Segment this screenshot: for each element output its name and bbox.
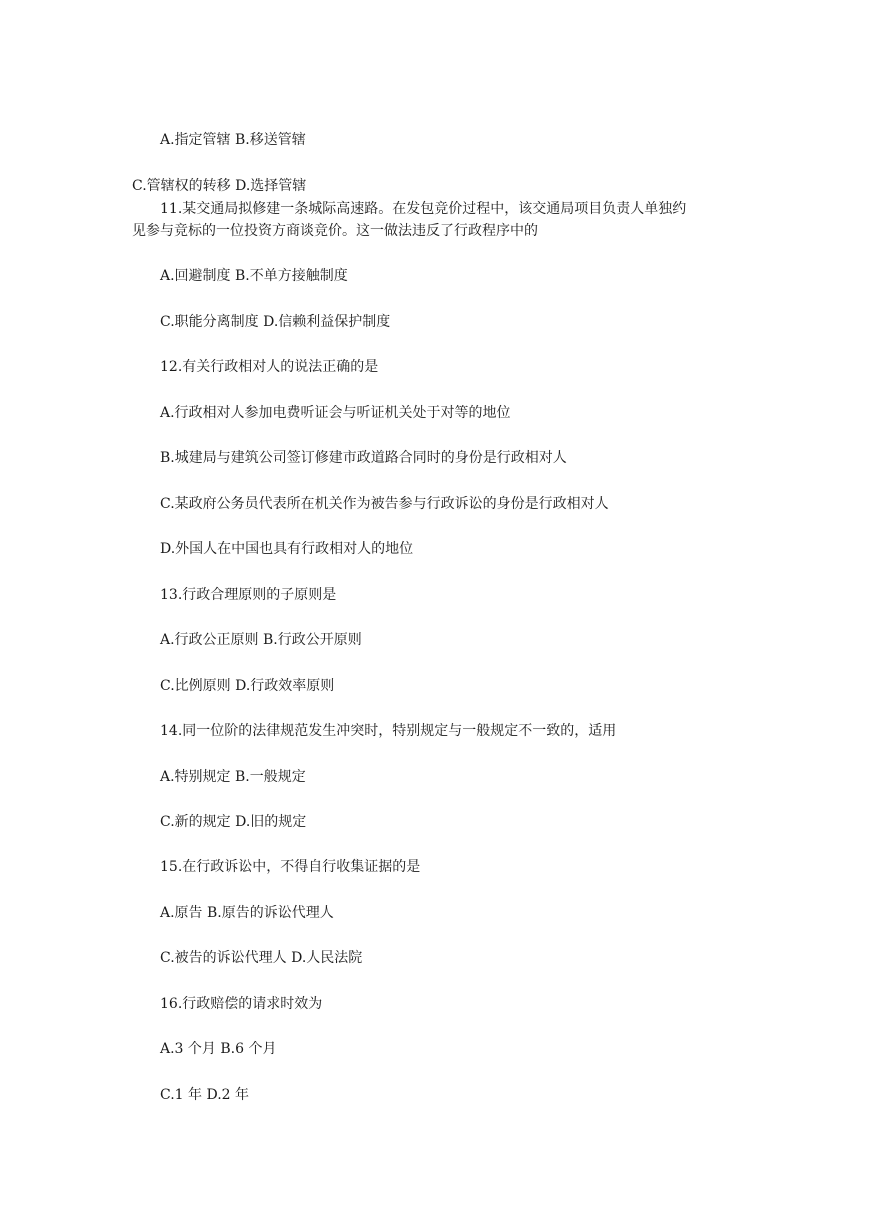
q11-options-ab: A.回避制度 B.不单方接触制度 [160, 268, 348, 284]
q12-option-b: B.城建局与建筑公司签订修建市政道路合同时的身份是行政相对人 [160, 450, 567, 466]
q15-stem: 15.在行政诉讼中，不得自行收集证据的是 [160, 859, 421, 875]
q11-options-cd: C.职能分离制度 D.信赖利益保护制度 [160, 314, 391, 330]
q12-option-c: C.某政府公务员代表所在机关作为被告参与行政诉讼的身份是行政相对人 [160, 496, 609, 512]
q13-stem: 13.行政合理原则的子原则是 [160, 587, 337, 603]
q13-options-ab: A.行政公正原则 B.行政公开原则 [160, 632, 362, 648]
q14-stem: 14.同一位阶的法律规范发生冲突时，特别规定与一般规定不一致的，适用 [160, 723, 617, 739]
q10-options-ab: A.指定管辖 B.移送管辖 [160, 132, 306, 148]
q16-stem: 16.行政赔偿的请求时效为 [160, 996, 323, 1012]
q15-options-ab: A.原告 B.原告的诉讼代理人 [160, 905, 334, 921]
q10-options-cd: C.管辖权的转移 D.选择管辖 [132, 178, 307, 194]
q16-options-ab: A.3 个月 B.6 个月 [160, 1041, 277, 1057]
q15-options-cd: C.被告的诉讼代理人 D.人民法院 [160, 950, 363, 966]
q11-stem-line2: 见参与竞标的一位投资方商谈竞价。这一做法违反了行政程序中的 [132, 223, 538, 239]
q11-stem-line1: 11.某交通局拟修建一条城际高速路。在发包竞价过程中，该交通局项目负责人单独约 [160, 201, 687, 217]
q16-options-cd: C.1 年 D.2 年 [160, 1087, 250, 1103]
q13-options-cd: C.比例原则 D.行政效率原则 [160, 678, 335, 694]
q12-option-a: A.行政相对人参加电费听证会与听证机关处于对等的地位 [160, 405, 511, 421]
q14-options-cd: C.新的规定 D.旧的规定 [160, 814, 307, 830]
q14-options-ab: A.特别规定 B.一般规定 [160, 769, 306, 785]
q12-stem: 12.有关行政相对人的说法正确的是 [160, 359, 379, 375]
q12-option-d: D.外国人在中国也具有行政相对人的地位 [160, 541, 414, 557]
